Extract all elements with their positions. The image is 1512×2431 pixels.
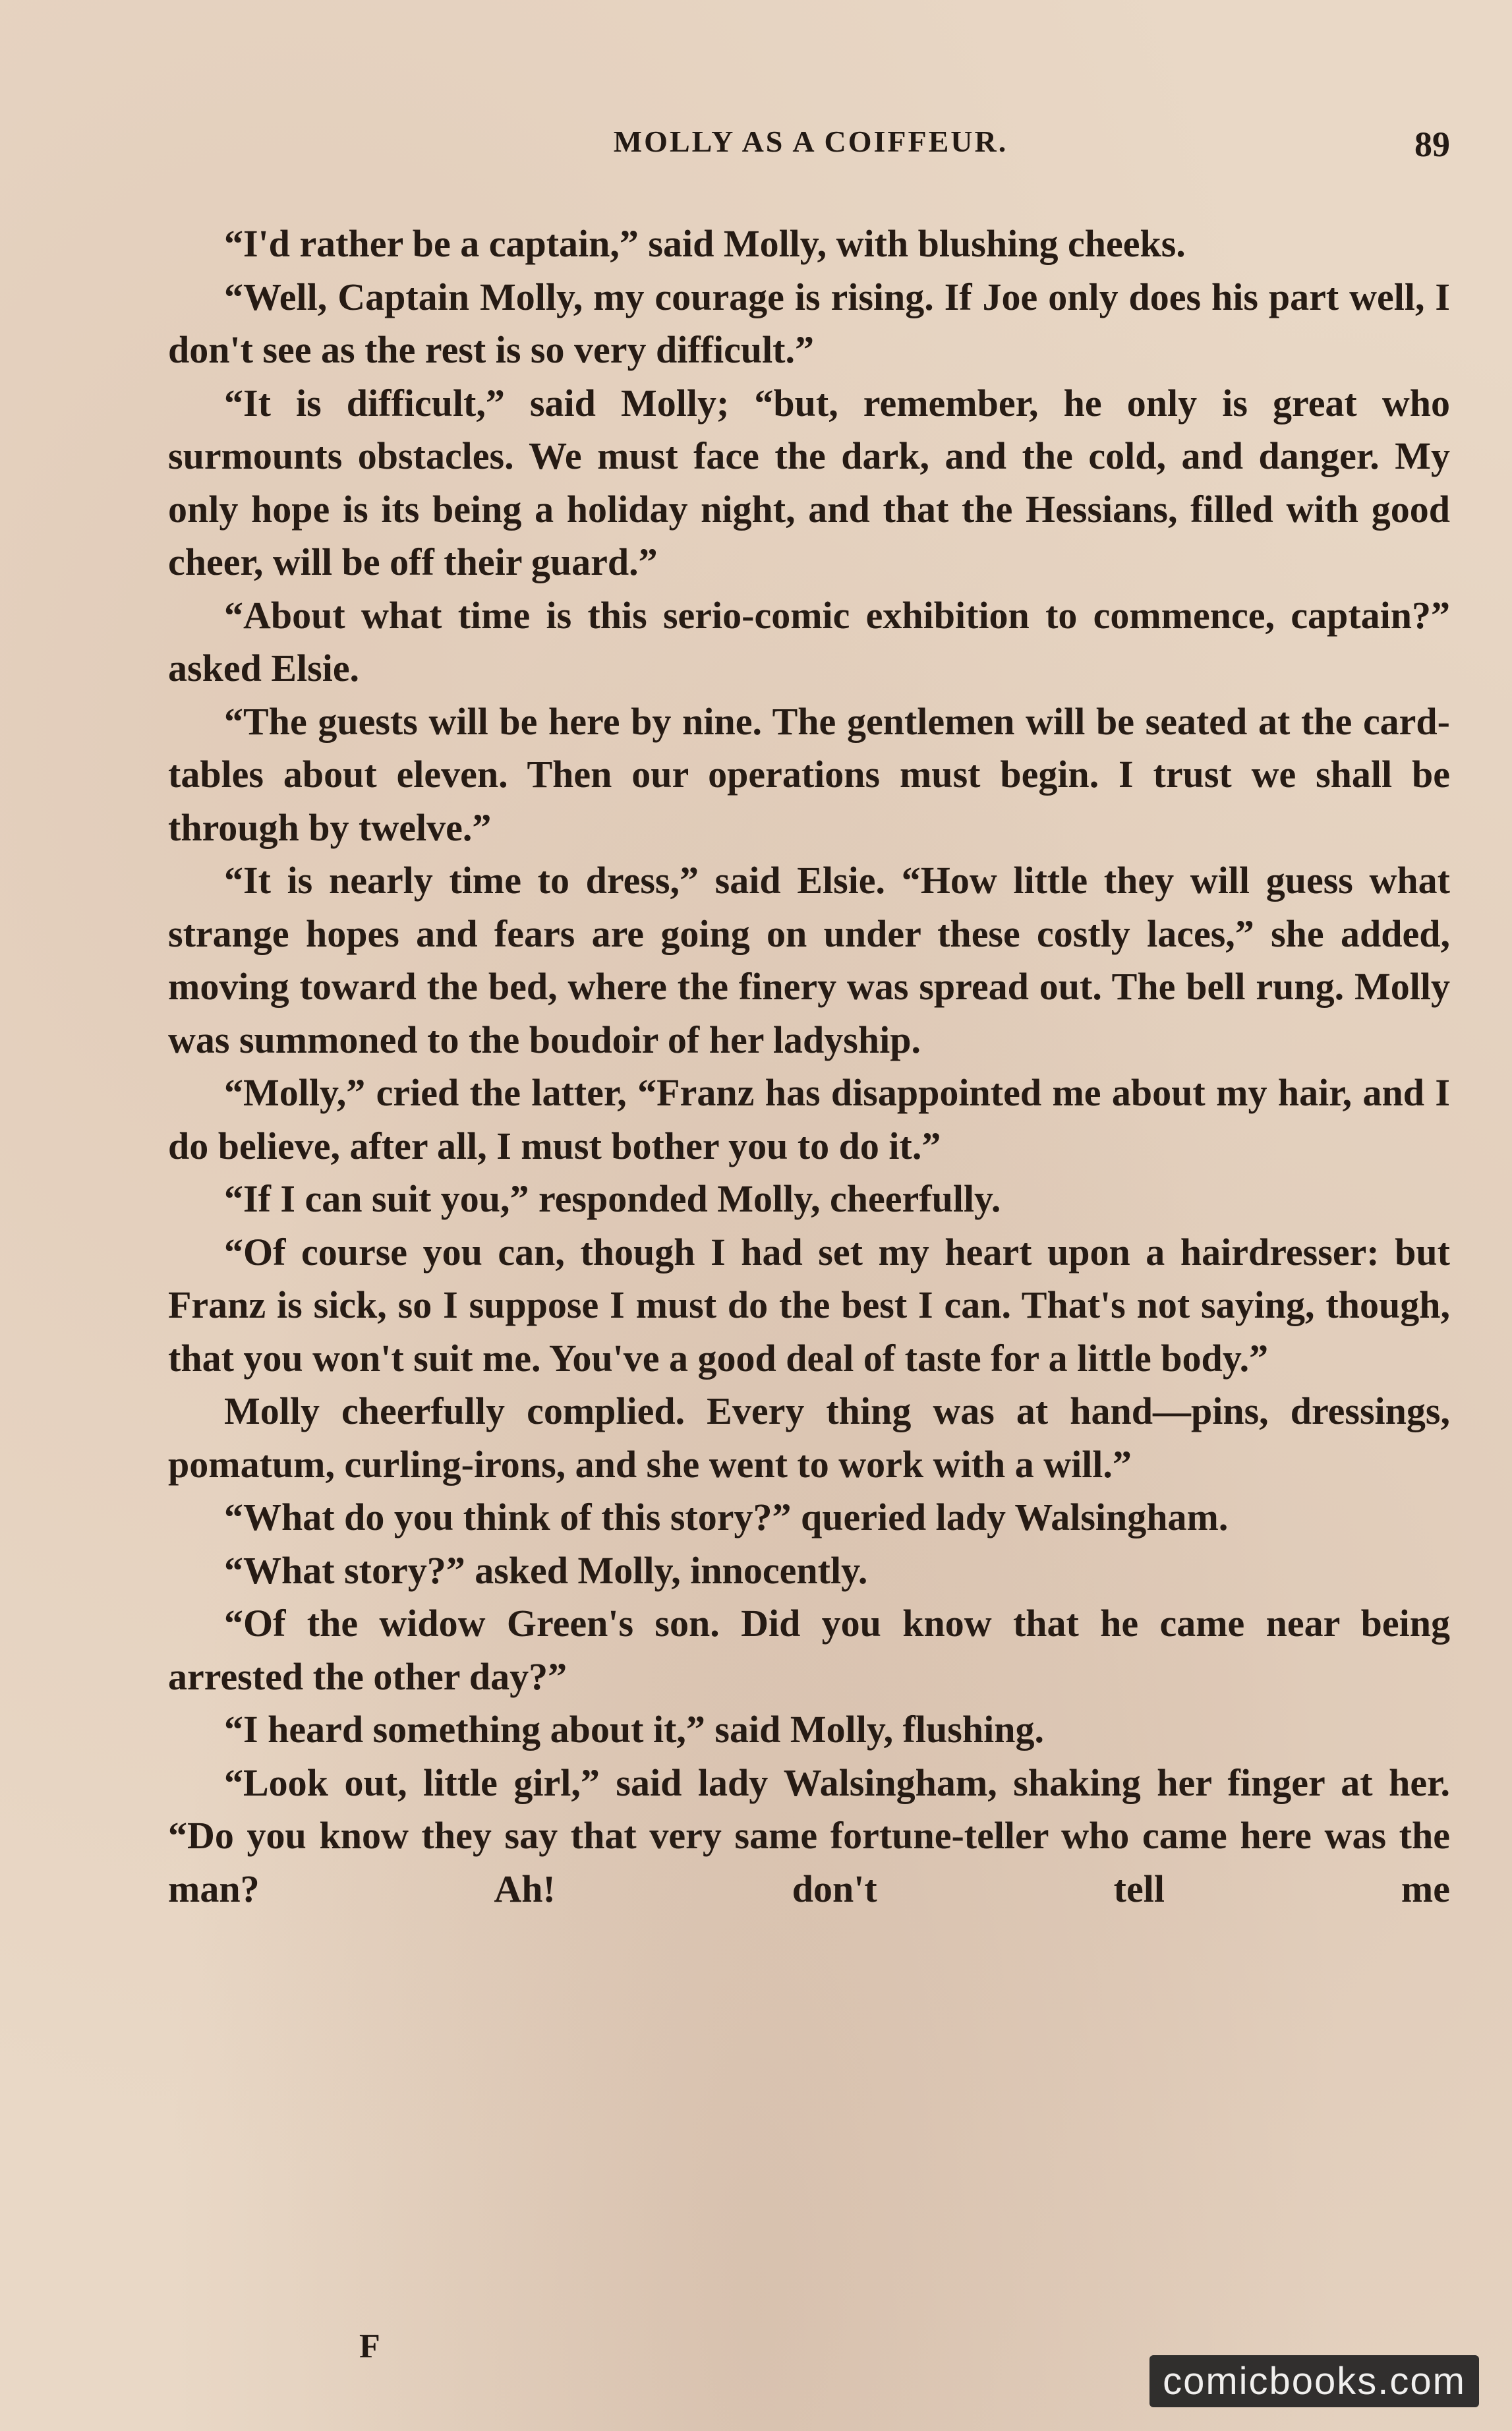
paragraph: “Well, Captain Molly, my courage is rising. If Joe only does his part well, I don't see as the rest is so very difficult.” bbox=[168, 275, 1450, 371]
paragraph: “Of the widow Green's son. Did you know that he came near being arrested the other day?” bbox=[168, 1602, 1450, 1698]
body-text bbox=[168, 218, 1450, 1916]
running-head: MOLLY AS A COIFFEUR. bbox=[613, 125, 1008, 158]
paragraph: Molly cheerfully complied. Every thing was at hand—pins, dressings, pomatum, curling-irons, and she went to work with a will.” bbox=[168, 1390, 1450, 1486]
page-header bbox=[171, 117, 1450, 177]
paragraph: “What do you think of this story?” queried lady Walsingham. bbox=[224, 1496, 1229, 1538]
paragraph: “I heard something about it,” said Molly, flushing. bbox=[224, 1708, 1044, 1751]
paragraph: “I'd rather be a captain,” said Molly, with blushing cheeks. bbox=[224, 222, 1186, 265]
paragraph: “Molly,” cried the latter, “Franz has disappointed me about my hair, and I do believe, after all, I must bother you to do it.” bbox=[168, 1071, 1450, 1167]
paragraph: “Of course you can, though I had set my heart upon a hairdresser: but Franz is sick, so I suppose I must do the best I can. That's not saying, though, that you won't suit me. You've a good deal of taste for a little body.” bbox=[168, 1230, 1450, 1380]
page-number: 89 bbox=[1414, 125, 1450, 164]
paragraph: “If I can suit you,” responded Molly, cheerfully. bbox=[224, 1177, 1001, 1220]
paragraph: “It is nearly time to dress,” said Elsie. “How little they will guess what strange hopes and fears are going on under these costly laces,” she added, moving toward the bed, where the finery was spread out. The bell rung. Molly was summoned to the boudoir of her ladyship. bbox=[168, 859, 1450, 1061]
paragraph: “The guests will be here by nine. The gentlemen will be seated at the card-tables about eleven. Then our operations must begin. I trust we shall be through by twelve.” bbox=[168, 699, 1450, 849]
paragraph: “What story?” asked Molly, innocently. bbox=[224, 1548, 868, 1592]
paragraph: “About what time is this serio-comic exhibition to commence, captain?” asked Elsie. bbox=[168, 593, 1450, 689]
paragraph: “Look out, little girl,” said lady Walsingham, shaking her finger at her. “Do you know they say that very same fortune-teller who came here was the man? Ah! don't tell me bbox=[168, 1761, 1450, 1910]
paragraph: “It is difficult,” said Molly; “but, remember, he only is great who surmounts obstacles. We must face the dark, and the cold, and danger. My only hope is its being a holiday night, and that the Hessians, filled with good cheer, will be off their guard.” bbox=[168, 381, 1450, 583]
watermark: comicbooks.com bbox=[1149, 2355, 1479, 2407]
signature-mark: F bbox=[359, 2328, 380, 2365]
